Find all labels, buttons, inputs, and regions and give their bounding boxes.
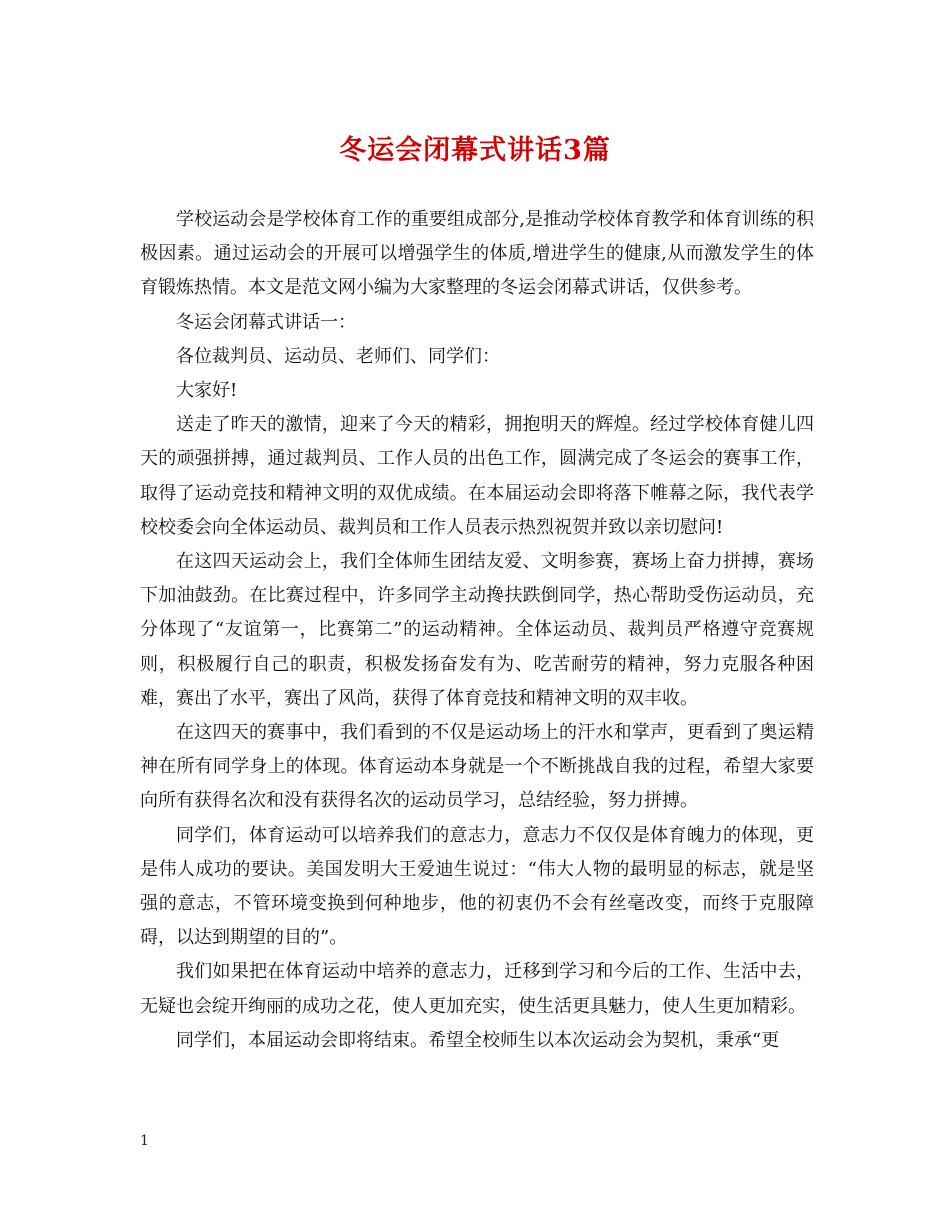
paragraph-salutation: 各位裁判员、运动员、老师们、同学们： <box>176 345 500 367</box>
paragraph-intro: 学校运动会是学校体育工作的重要组成部分,是推动学校体育教学和体育训练的积极因素。通过运动会的开展可以增强学生的体质,增进学生的健康,从而激发学生的体育锻炼热情。本文是范文网小编为大家整理的冬运会闭幕式讲话，仅供参考。 <box>140 209 814 299</box>
paragraph-speech-heading: 冬运会闭幕式讲话一： <box>176 311 356 333</box>
paragraph-body-6: 同学们，本届运动会即将结束。希望全校师生以本次运动会为契机，秉承“更 <box>176 1029 780 1051</box>
paragraph-body-3: 在这四天的赛事中，我们看到的不仅是运动场上的汗水和掌声，更看到了奥运精神在所有同学身上的体现。体育运动本身就是一个不断挑战自我的过程，希望大家要向所有获得名次和没有获得名次的运动员学习，总结经验，努力拼搏。 <box>140 722 814 812</box>
document-body <box>140 203 814 1058</box>
paragraph-greeting: 大家好! <box>176 380 238 402</box>
paragraph-body-2: 在这四天运动会上，我们全体师生团结友爱、文明参赛，赛场上奋力拼搏，赛场下加油鼓劲。在比赛过程中，许多同学主动搀扶跌倒同学，热心帮助受伤运动员，充分体现了“友谊第一，比赛第二”的运动精神。全体运动员、裁判员严格遵守竞赛规则，积极履行自己的职责，积极发扬奋发有为、吃苦耐劳的精神，努力克服各种困难，赛出了水平，赛出了风尚，获得了体育竞技和精神文明的双丰收。 <box>140 551 814 709</box>
paragraph-body-4: 同学们，体育运动可以培养我们的意志力，意志力不仅仅是体育魄力的体现，更是伟人成功的要诀。美国发明大王爱迪生说过：“伟大人物的最明显的标志，就是坚强的意志，不管环境变换到何种地步，他的初衷仍不会有丝毫改变，而终于克服障碍，以达到期望的目的”。 <box>140 824 814 949</box>
paragraph-body-5: 我们如果把在体育运动中培养的意志力，迁移到学习和今后的工作、生活中去，无疑也会绽开绚丽的成功之花，使人更加充实，使生活更具魅力，使人生更加精彩。 <box>140 961 814 1017</box>
document-title: 冬运会闭幕式讲话3篇 <box>339 135 611 166</box>
paragraph-body-1: 送走了昨天的激情，迎来了今天的精彩，拥抱明天的辉煌。经过学校体育健儿四天的顽强拼搏，通过裁判员、工作人员的出色工作，圆满完成了冬运会的赛事工作，取得了运动竞技和精神文明的双优成绩。在本届运动会即将落下帷幕之际，我代表学校校委会向全体运动员、裁判员和工作人员表示热烈祝贺并致以亲切慰问! <box>140 414 814 538</box>
page-number: 1 <box>140 1133 149 1149</box>
